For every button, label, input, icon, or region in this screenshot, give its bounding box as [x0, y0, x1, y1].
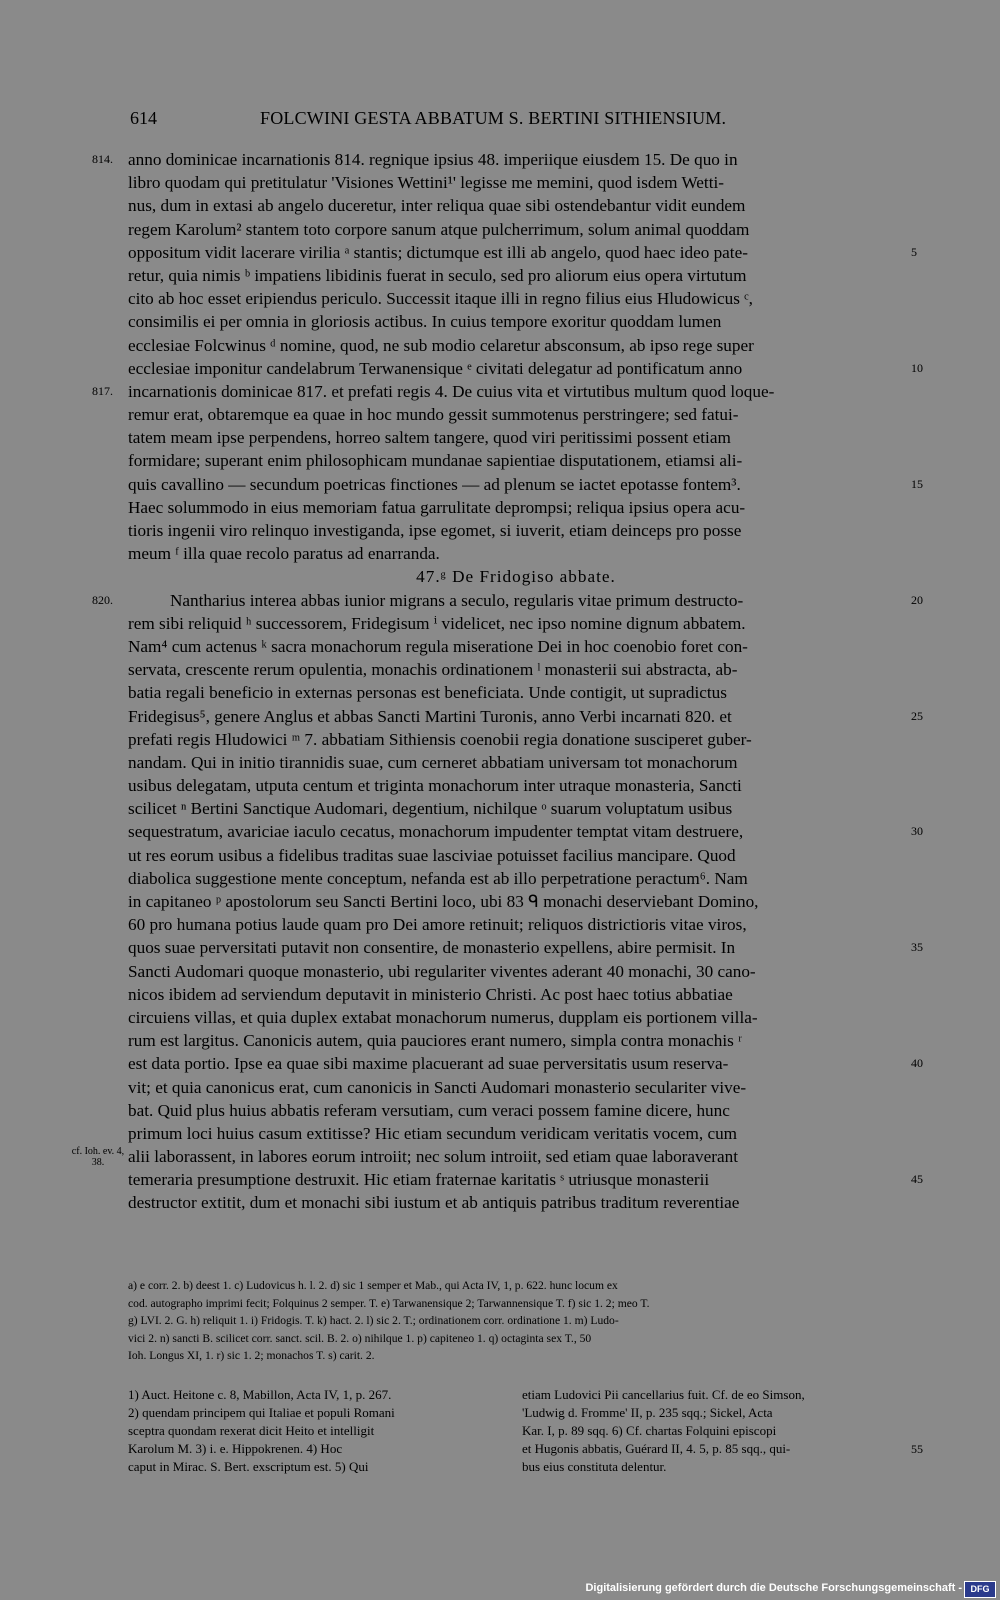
text-line: [0, 820, 1000, 843]
dfg-logo: DFG: [964, 1581, 996, 1598]
line-text: cito ab hoc esset eripiendus periculo. Successit itaque illi in regno filius eius Hludowicus ᶜ,: [128, 289, 753, 309]
text-line: [0, 844, 1000, 867]
line-text: tioris ingenii viro relinquo investiganda, ipse egomet, si iuverit, etiam deinceps pro posse: [128, 521, 742, 540]
line-text: consimilis ei per omnia in gloriosis actibus. In cuius tempore exoritur quoddam lumen: [128, 312, 722, 332]
text-line: [0, 1006, 1000, 1029]
line-text: quos suae perversitati putavit non consentire, de monasterio expellens, abire permisit. In: [128, 938, 736, 958]
apparatus-text: cod. autographo imprimi fecit; Folquinus 2 semper. T. e) Tarwanensique 2; Tarwannensique T. f) sic 1. 2; meo T.: [128, 1296, 650, 1310]
text-line: [0, 1076, 1000, 1099]
line-text: Nantharius interea abbas iunior migrans a seculo, regularis vitae primum destructo-: [170, 590, 744, 610]
apparatus-text: vici 2. n) sancti B. scilicet corr. sanct. scil. B. 2. o) nihilque 1. p) capiteneo 1. q) octaginta sex T., 50: [128, 1331, 592, 1345]
line-text: rum est largitus. Canonicis autem, quia pauciores erant numero, simpla contra monachis ʳ: [128, 1031, 742, 1051]
text-line: [0, 334, 1000, 357]
line-number: 45: [911, 1172, 923, 1187]
line-text: rem sibi reliquid ʰ successorem, Fridegisum ⁱ videlicet, nec ipso nomine dignum abbatem.: [128, 613, 746, 633]
footnote-left-column: sceptra quondam rexerat dicit Heito et intelligit: [128, 1423, 375, 1438]
footnote-left-column: caput in Mirac. S. Bert. exscriptum est. 5) Qui: [128, 1459, 369, 1474]
main-text: [0, 148, 1000, 1215]
heading-text: 47.ᵍ De Fridogiso abbate.: [416, 567, 616, 587]
text-line: [0, 589, 1000, 612]
text-line: [0, 797, 1000, 820]
section-heading: [0, 565, 1000, 588]
footnotes: [0, 1386, 1000, 1476]
line-text: servata, crescente rerum opulentia, monachis ordinationem ˡ monasterii sui abstracta, ab-: [128, 660, 738, 680]
text-line: [0, 774, 1000, 797]
line-text: prefati regis Hludowici ᵐ 7. abbatiam Sithiensis coenobii regia donatione susciperet guber-: [128, 729, 752, 749]
year-margin-note: 817.: [92, 383, 113, 398]
cross-reference-note: cf. Ioh. ev. 4, 38.: [71, 1146, 125, 1169]
text-line: [0, 542, 1000, 565]
line-number: 55: [911, 1442, 923, 1456]
text-line: [0, 218, 1000, 241]
text-line: [0, 890, 1000, 913]
footnote-line: [0, 1386, 1000, 1404]
text-line: [0, 867, 1000, 890]
text-line: [0, 310, 1000, 333]
footnote-right-column: Kar. I, p. 89 sqq. 6) Cf. chartas Folquini episcopi: [522, 1423, 777, 1438]
year-margin-note: 814.: [92, 152, 113, 166]
line-number: 35: [911, 940, 923, 955]
apparatus-line: [0, 1347, 1000, 1365]
text-line: [0, 1029, 1000, 1052]
year-margin-note: 820.: [92, 592, 113, 607]
line-text: remur erat, obtaremque ea quae in hoc mundo gessit summotenus perstringere; sed fatui-: [128, 405, 739, 425]
apparatus-text: Ioh. Longus XI, 1. r) sic 1. 2; monachos T. s) carit. 2.: [128, 1349, 375, 1362]
line-text: in capitaneo ᵖ apostolorum seu Sancti Bertini loco, ubi 83 ᑫ monachi deserviebant Domino,: [128, 892, 759, 911]
line-text: usibus delegatam, utputa centum et triginta monachorum inter utraque monasteria, Sancti: [128, 776, 742, 796]
footnote-line: [0, 1458, 1000, 1476]
line-text: ut res eorum usibus a fidelibus traditas suae lasciviae potuisset facilius mancipare. Quod: [128, 845, 736, 865]
line-text: sequestratum, avariciae iaculo cecatus, monachorum impudenter temptat vitam destruere,: [128, 822, 744, 842]
line-text: 60 pro humana potius laude quam pro Dei amore retinuit; reliquos districtioris vitae viros,: [128, 915, 747, 935]
text-line: [0, 1145, 1000, 1168]
line-text: scilicet ⁿ Bertini Sanctique Audomari, degentium, nichilque ᵒ suarum voluptatum usibus: [128, 799, 733, 819]
line-text: libro quodam qui pretitulatur 'Visiones Wettini¹' legisse me memini, quod isdem Wetti-: [128, 173, 724, 193]
credit-text: Digitalisierung gefördert durch die Deutsche Forschungsgemeinschaft -: [585, 1582, 962, 1594]
line-text: circuiens villas, et quia duplex extabat monachorum numerus, dupplam eis portionem villa-: [128, 1007, 758, 1027]
line-text: anno dominicae incarnationis 814. regnique ipsius 48. imperiique eiusdem 15. De quo in: [128, 150, 738, 169]
footnote-left-column: 2) quendam principem qui Italiae et populi Romani: [128, 1405, 395, 1420]
line-text: nandam. Qui in initio tirannidis suae, cum cerneret abbatiam universam tot monachorum: [128, 752, 738, 772]
line-text: Fridegisus⁵, genere Anglus et abbas Sancti Martini Turonis, anno Verbi incarnati 820. et: [128, 706, 732, 726]
line-text: nus, dum in extasi ab angelo duceretur, inter reliqua quae sibi ostendebantur vidit eundem: [128, 196, 746, 216]
line-text: bat. Quid plus huius abbatis referam versutiam, cum veraci possem famine dicere, hunc: [128, 1100, 730, 1120]
text-line: [0, 496, 1000, 519]
line-number: 25: [911, 708, 923, 723]
footnote-right-column: 'Ludwig d. Fromme' II, p. 235 sqq.; Sickel, Acta: [522, 1405, 773, 1420]
line-text: formidare; superant enim philosophicam mundanae sapientiae disputationem, etiamsi ali-: [128, 451, 743, 471]
text-line: [0, 983, 1000, 1006]
text-line: [0, 1168, 1000, 1191]
apparatus-line: [0, 1295, 1000, 1313]
line-number: 30: [911, 824, 923, 839]
text-line: [0, 194, 1000, 217]
text-line: [0, 449, 1000, 472]
line-text: incarnationis dominicae 817. et prefati regis 4. De cuius vita et virtutibus multum quod loque-: [128, 381, 775, 401]
text-line: [0, 635, 1000, 658]
line-text: est data portio. Ipse ea quae sibi maxime placuerant ad suae perversitatis usum reserva-: [128, 1054, 729, 1074]
footnote-right-column: etiam Ludovici Pii cancellarius fuit. Cf. de eo Simson,: [522, 1387, 805, 1402]
critical-apparatus: [0, 1277, 1000, 1365]
text-line: [0, 728, 1000, 751]
line-number: 10: [911, 360, 923, 375]
line-text: Haec solummodo in eius memoriam fatua garrulitate deprompsi; reliqua ipsius opera acu-: [128, 497, 746, 517]
footnote-line: [0, 1404, 1000, 1422]
apparatus-line: [0, 1330, 1000, 1348]
digitization-credit: [0, 1578, 1000, 1600]
line-text: ecclesiae imponitur candelabrum Terwanensique ᵉ civitati delegatur ad pontificatum anno: [128, 358, 743, 378]
footnote-right-column: bus eius constituta delentur.: [522, 1459, 667, 1474]
line-text: vit; et quia canonicus erat, cum canonicis in Sancti Audomari monasterio seculariter vive-: [128, 1077, 747, 1097]
line-text: batia regali beneficio in externas personas est beneficiata. Unde contigit, ut supradictus: [128, 683, 727, 703]
line-text: quis cavallino — secundum poetricas finctiones — ad plenum se iactet epotasse fontem³.: [128, 474, 741, 494]
text-line: [0, 936, 1000, 959]
text-line: [0, 681, 1000, 704]
footnote-right-column: et Hugonis abbatis, Guérard II, 4. 5, p. 85 sqq., qui-: [522, 1441, 791, 1456]
apparatus-text: g) LVI. 2. G. h) reliquit 1. i) Fridogis. T. k) hact. 2. l) sic 2. T.; ordinationem corr. ordinatione 1. m) Ludo-: [128, 1314, 619, 1327]
line-text: destructor extitit, dum et monachi sibi iustum et ab antiquis patribus traditum reverentiae: [128, 1193, 740, 1213]
footnote-line: [0, 1440, 1000, 1458]
line-text: retur, quia nimis ᵇ impatiens libidinis fuerat in seculo, sed pro aliorum eius opera virtutum: [128, 265, 747, 285]
page-number: 614: [130, 108, 157, 128]
text-line: [0, 658, 1000, 681]
footnote-left-column: Karolum M. 3) i. e. Hippokrenen. 4) Hoc: [128, 1441, 343, 1456]
line-text: meum ᶠ illa quae recolo paratus ad enarranda.: [128, 544, 440, 564]
line-text: temeraria presumptione destruxit. Hic etiam fraternae karitatis ˢ utriusque monasterii: [128, 1170, 710, 1190]
apparatus-text: a) e corr. 2. b) deest 1. c) Ludovicus h. l. 2. d) sic 1 semper et Mab., qui Acta IV, 1, p. 622. hunc locum ex: [128, 1279, 618, 1292]
text-line: [0, 751, 1000, 774]
line-text: oppositum vidit lacerare virilia ᵃ stantis; dictumque est illi ab angelo, quod haec ideo pate-: [128, 242, 748, 262]
text-line: [0, 380, 1000, 403]
line-text: Sancti Audomari quoque monasterio, ubi regulariter viventes aderant 40 monachi, 30 cano-: [128, 961, 756, 981]
text-line: [0, 960, 1000, 983]
line-text: regem Karolum² stantem toto corpore sanum atque pulcherrimum, solum animal quoddam: [128, 219, 750, 239]
line-number: 20: [911, 592, 923, 607]
text-line: [0, 1122, 1000, 1145]
text-line: [0, 913, 1000, 936]
text-line: [0, 612, 1000, 635]
footnote-left-column: 1) Auct. Heitone c. 8, Mabillon, Acta IV, 1, p. 267.: [128, 1387, 392, 1402]
text-line: [0, 705, 1000, 728]
page-header: [0, 108, 1000, 132]
text-line: [0, 519, 1000, 542]
text-line: [0, 1191, 1000, 1214]
apparatus-line: [0, 1312, 1000, 1330]
line-text: ecclesiae Folcwinus ᵈ nomine, quod, ne sub modio celaretur absconsum, ab ipso rege super: [128, 335, 754, 355]
running-title: FOLCWINI GESTA ABBATUM S. BERTINI SITHIENSIUM.: [260, 108, 727, 128]
line-text: tatem meam ipse perpendens, horreo saltem tangere, quod viri peritissimi possent etiam: [128, 428, 731, 448]
line-number: 15: [911, 476, 923, 491]
line-text: alii laborassent, in labores eorum introiit; nec solum introiit, sed etiam quae laboraverant: [128, 1147, 738, 1167]
line-text: nicos ibidem ad serviendum deputavit in ministerio Christi. Ac post haec totius abbatiae: [128, 984, 733, 1004]
line-text: primum loci huius casum extitisse? Hic etiam secundum veridicam veritatis vocem, cum: [128, 1123, 738, 1143]
text-line: [0, 148, 1000, 171]
footnote-line: [0, 1422, 1000, 1440]
line-text: Nam⁴ cum actenus ᵏ sacra monachorum regula miseratione Dei in hoc coenobio foret con-: [128, 636, 748, 656]
line-number: 40: [911, 1056, 923, 1071]
text-line: [0, 473, 1000, 496]
text-line: [0, 241, 1000, 264]
line-text: diabolica suggestione mente conceptum, nefanda est ab illo perpetratione peractum⁶. Nam: [128, 868, 748, 888]
text-line: [0, 403, 1000, 426]
text-line: [0, 264, 1000, 287]
text-line: [0, 287, 1000, 310]
apparatus-line: [0, 1277, 1000, 1295]
text-line: [0, 1099, 1000, 1122]
line-number: 5: [911, 244, 917, 259]
text-line: [0, 171, 1000, 194]
text-line: [0, 426, 1000, 449]
text-line: [0, 1052, 1000, 1075]
text-line: [0, 357, 1000, 380]
